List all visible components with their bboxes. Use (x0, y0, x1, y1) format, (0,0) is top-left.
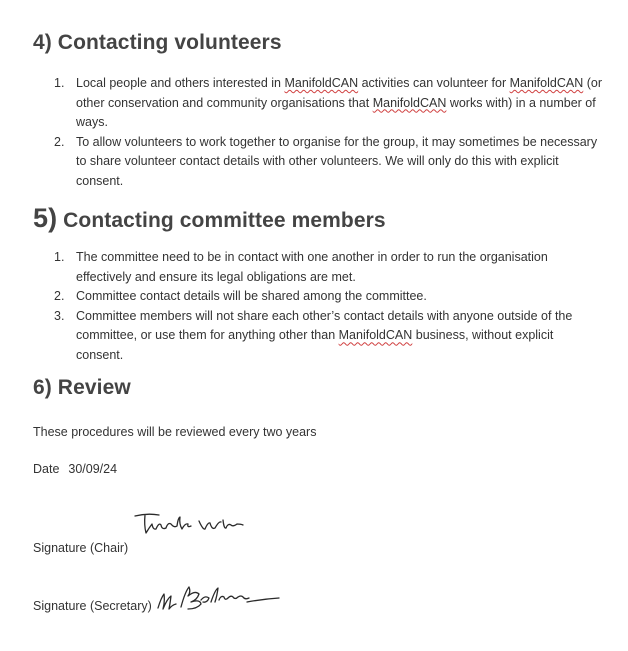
chair-signature-label: Signature (Chair) (33, 541, 129, 555)
list-item (33, 287, 603, 307)
date-value: 30/09/24 (68, 462, 118, 476)
org-name: ManifoldCAN (509, 76, 584, 90)
org-name: ManifoldCAN (372, 95, 447, 110)
list-item: 1. Local people and others interested in ManifoldCAN activities can volunteer for ManifoldCAN (or other conservation and community organisations that ManifoldCAN works with) in a number of ways. (54, 76, 602, 130)
secretary-signature-label: Signature (Secretary) (33, 599, 152, 613)
list-item (33, 248, 603, 287)
review-text: These procedures will be reviewed every two years (33, 425, 317, 439)
section-4-list (33, 74, 603, 192)
date-line (33, 462, 117, 476)
list-item (33, 133, 603, 192)
section-5-title: Contacting committee members (57, 209, 386, 232)
section-5-number: 5) (33, 203, 58, 233)
org-name: ManifoldCAN (338, 328, 413, 343)
chair-signature (133, 510, 245, 536)
list-item-number: 2. (54, 134, 65, 149)
org-name: ManifoldCAN (284, 76, 359, 90)
list-item-text: Committee contact details will be shared among the committee. (76, 289, 427, 304)
list-item-number: 1. (54, 250, 65, 264)
list-item-text: To allow volunteers to work together to organise for the group, it may sometimes be necessary to share volunteer contact details with other volunteers. We will only do this with explicit consent. (76, 134, 598, 188)
list-item-number: 3. (54, 308, 65, 323)
section-4-heading: 4) Contacting volunteers (33, 31, 282, 54)
section-5-list (33, 248, 603, 366)
list-item-number: 2. (54, 289, 65, 304)
section-5-heading (33, 203, 386, 234)
section-6-heading: 6) Review (33, 376, 131, 399)
date-label: Date (33, 462, 60, 476)
secretary-signature (155, 582, 285, 614)
list-item: 3. Committee members will not share each other’s contact details with anyone outside of the committee, or use them for anything other than ManifoldCAN business, without explicit consent. (54, 308, 573, 362)
list-item-text: The committee need to be in contact with one another in order to run the organisation effectively and ensure its legal obligations are met. (76, 250, 548, 284)
list-item-number: 1. (54, 76, 65, 90)
